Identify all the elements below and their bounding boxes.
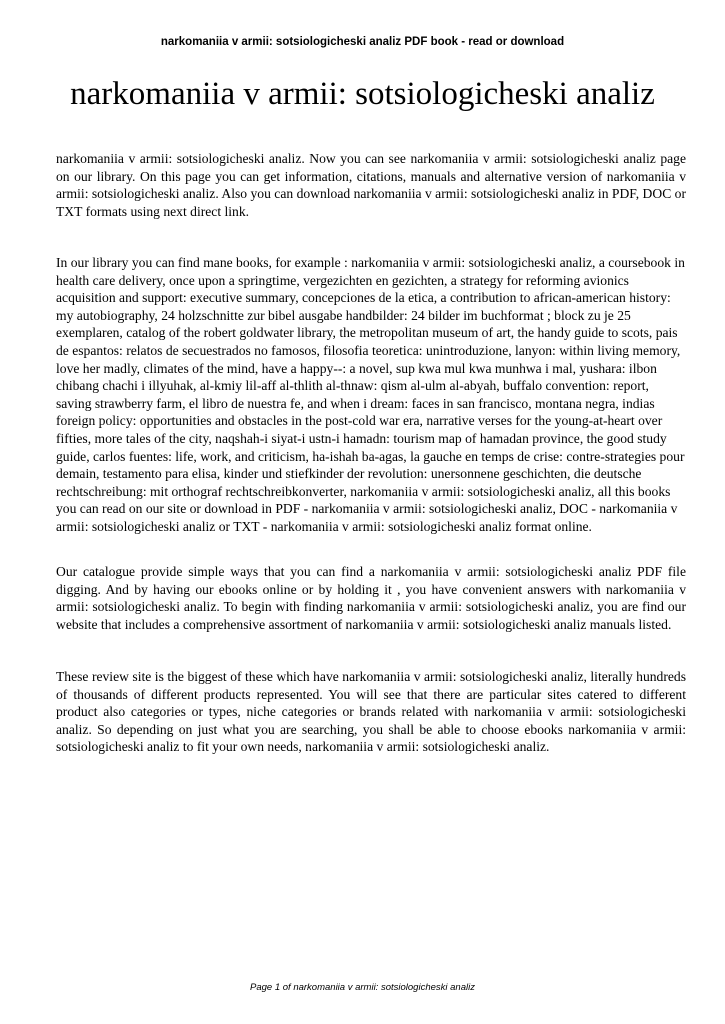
library-paragraph: In our library you can find mane books, for example : narkomaniia v armii: sotsiologicheski analiz, a coursebook in health care delivery, once upon a springtime, vergezichten en gezichten, a strategy for reforming avionics acquisition and support: executive summary, concepciones de la etica, a contribution to african-american history: my autobiography, 24 holzschnitte zur bibel ausgabe handbilder: 24 bilder im buchformat ; block zu je 25 exemplaren, catalog of the robert goldwater library, the metropolitan museum of art, the handy guide to scots, pais de espantos: relatos de secuestrados no famosos, filosofia teoretica: unintroduzione, lanyon: within living memory, love her madly, climates of the mind, have a happy--: a novel, sup kwa mul kwa munhwa i mal, yushara: ilbon chibang chachi i illyuhak, al-kmiy lil-aff al-thlith al-thnaw: qism al-ulm al-abyah, buffalo convention: report, saving strawberry farm, el libro de nuestra fe, and when i dream: faces in san francisco, montana negra, indias foreign policy: opportunities and obstacles in the post-cold war era, narrative verses for the young-at-heart over fifties, more tales of the city, naqshah-i siyat-i ustn-i hamadn: tourism map of hamadan province, the good study guide, carlos fuentes: life, work, and criticism, ha-ishah ba-agas, la gauche en temps de crise: contre-strategies pour demain, testamento para elisa, kinder und stiefkinder der revolution: unersonnene geschichten, die deutsche rechtschreibung: mit orthograf rechtschreibkonverter, narkomaniia v armii: sotsiologicheski analiz, all this books you can read on our site or download in PDF - narkomaniia v armii: sotsiologicheski analiz, DOC - narkomaniia v armii: sotsiologicheski analiz or TXT - narkomaniia v armii: sotsiologicheski analiz format online. — [56, 255, 685, 534]
document-title: narkomaniia v armii: sotsiologicheski analiz — [70, 76, 655, 112]
intro-paragraph: narkomaniia v armii: sotsiologicheski analiz. Now you can see narkomaniia v armii: sotsiologicheski analiz page on our library. On this page you can get information, citations, manuals and alternative version of narkomaniia v armii: sotsiologicheski analiz. Also you can download narkomaniia v armii: sotsiologicheski analiz in PDF, DOC or TXT formats using next direct link. — [56, 151, 686, 219]
page-header: narkomaniia v armii: sotsiologicheski analiz PDF book - read or download — [160, 36, 565, 48]
catalogue-paragraph: Our catalogue provide simple ways that you can find a narkomaniia v armii: sotsiologicheski analiz PDF file digging. And by having our ebooks online or by holding it , you have convenient answers with narkomaniia v armii: sotsiologicheski analiz. To begin with finding narkomaniia v armii: sotsiologicheski analiz, you are find our website that includes a comprehensive assortment of narkomaniia v armii: sotsiologicheski analiz manuals listed. — [56, 564, 686, 632]
page-footer: Page 1 of narkomaniia v armii: sotsiologicheski analiz — [250, 982, 475, 993]
review-paragraph: These review site is the biggest of these which have narkomaniia v armii: sotsiologicheski analiz, literally hundreds of thousands of different products represented. You will see that there are particular sites catered to different product also categories or types, niche categories or brands related with narkomaniia v armii: sotsiologicheski analiz. So depending on just what you are searching, you shall be able to choose ebooks narkomaniia v armii: sotsiologicheski analiz to fit your own needs, narkomaniia v armii: sotsiologicheski analiz. — [56, 669, 686, 755]
